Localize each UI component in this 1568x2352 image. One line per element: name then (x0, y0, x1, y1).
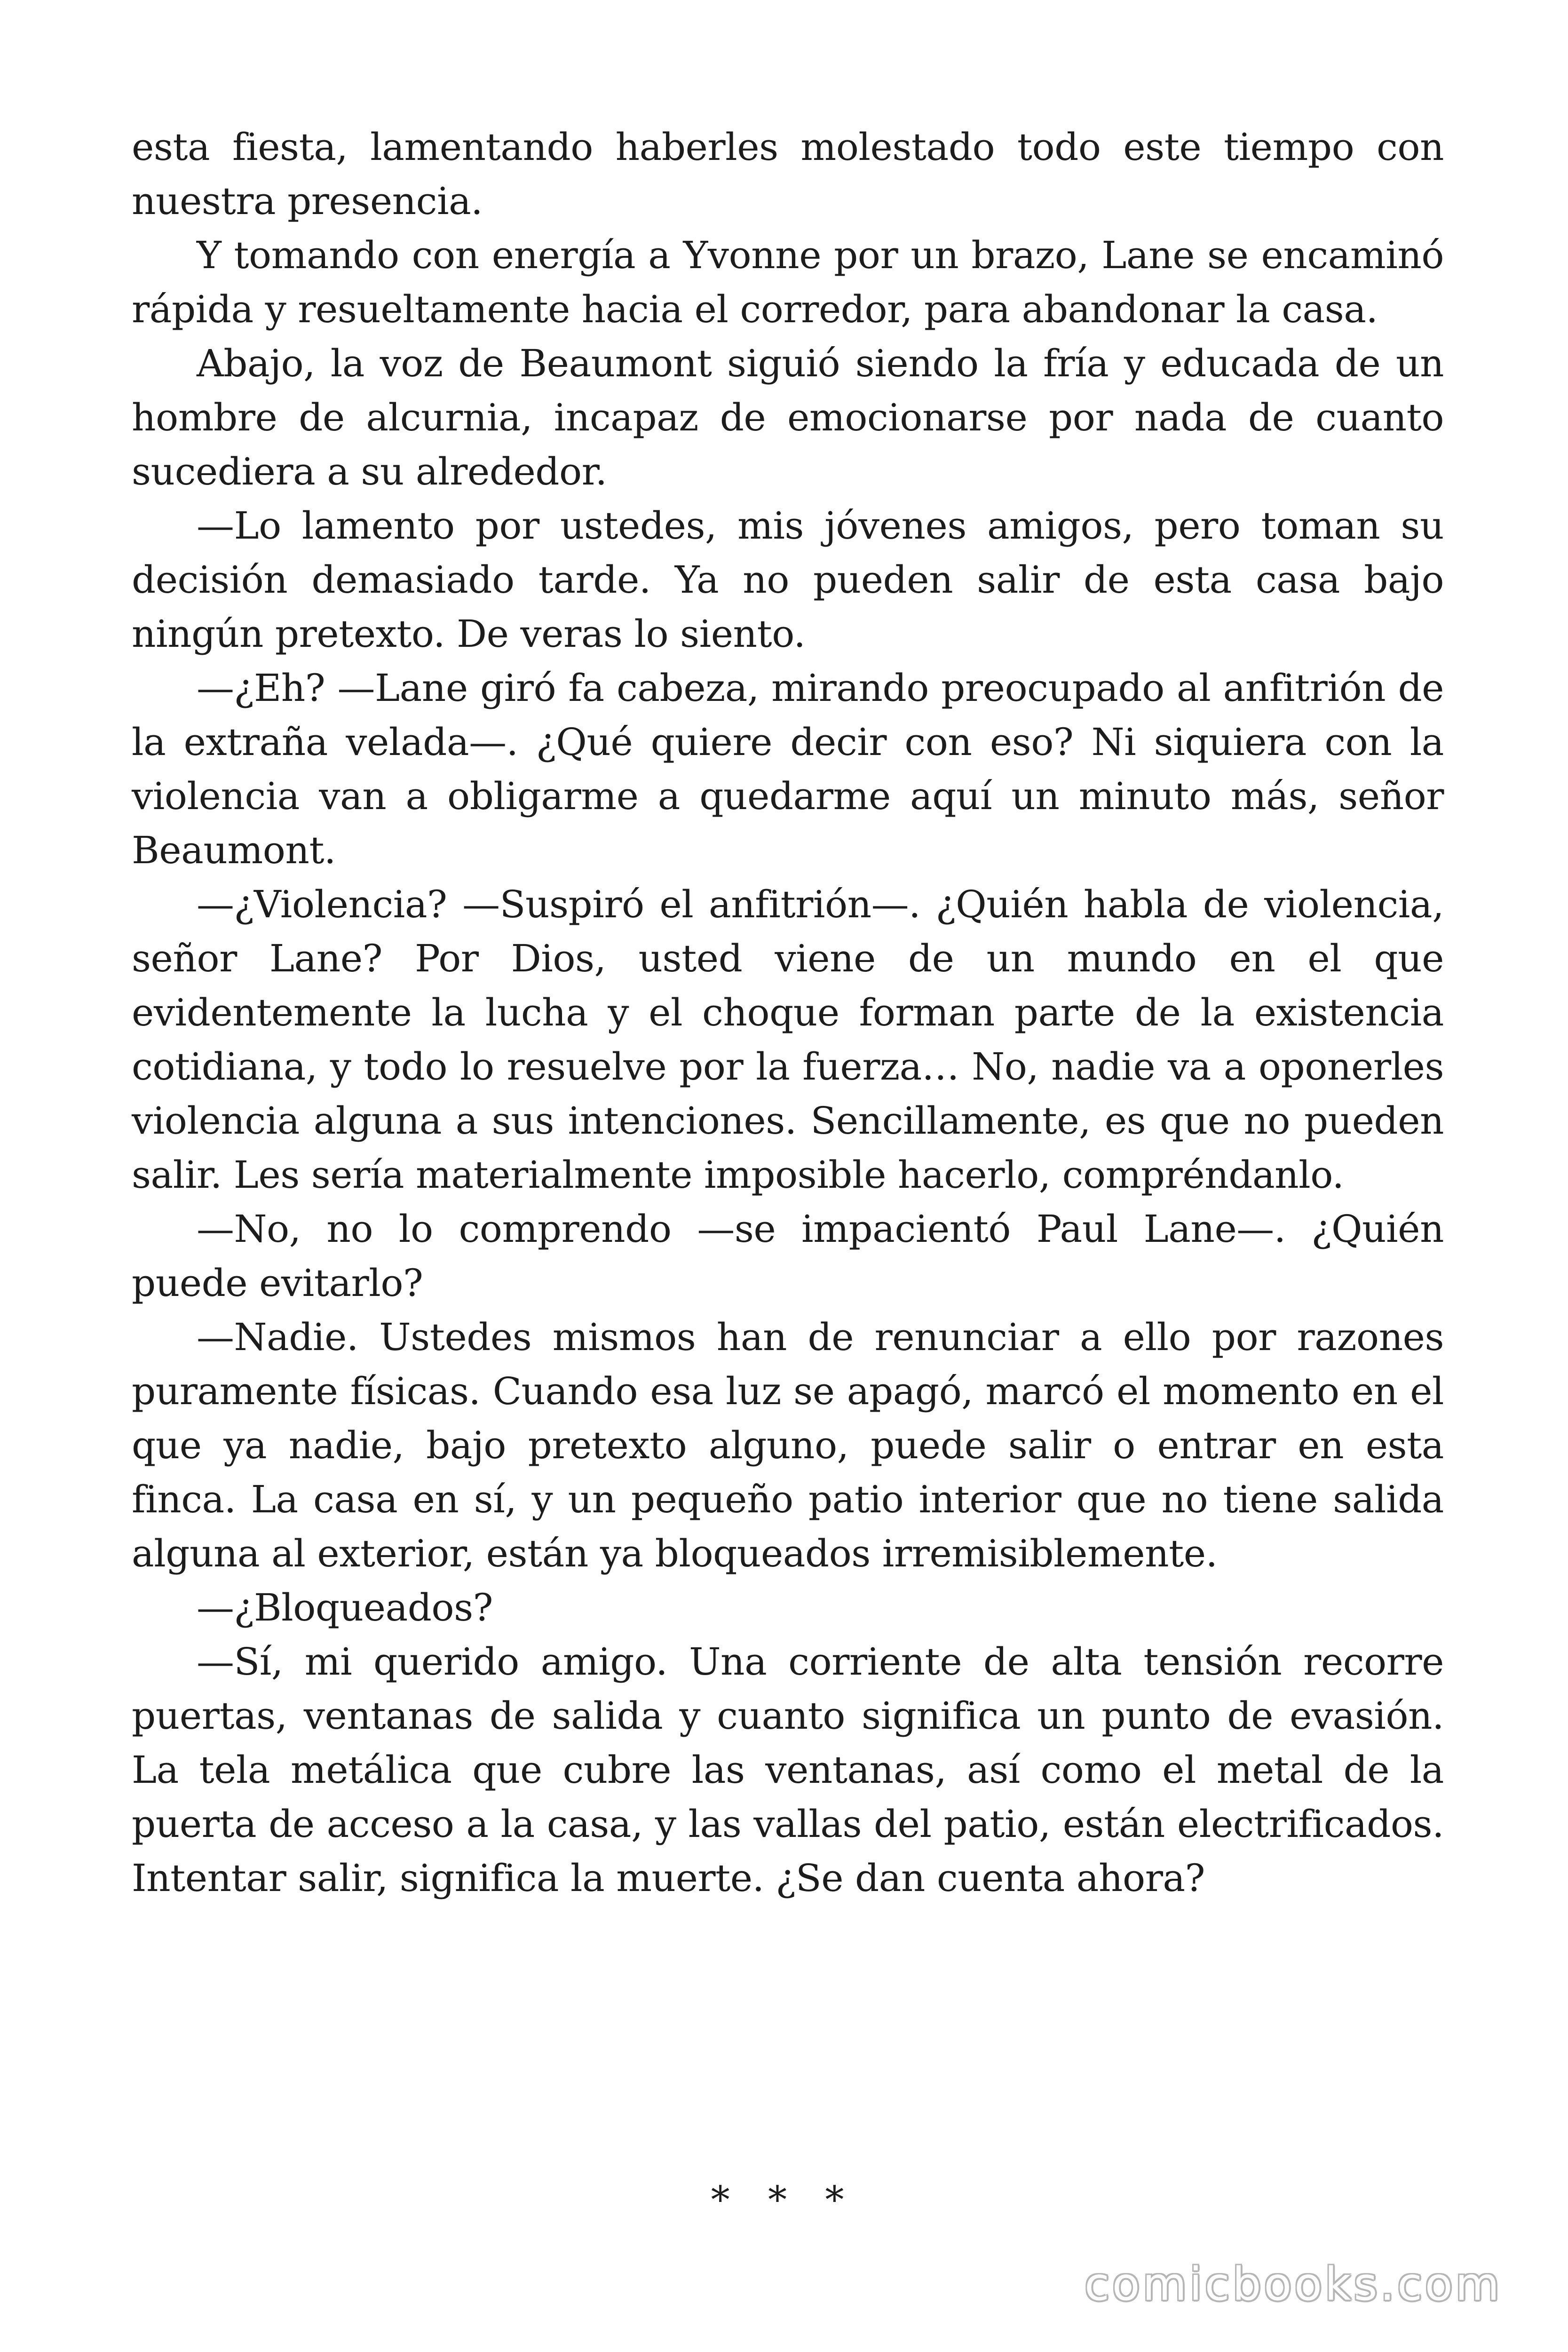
paragraph: —¿Violencia? —Suspiró el anfitrión—. ¿Quién habla de violencia, señor Lane? Por Dios, usted viene de un mundo en el que evidentemente la lucha y el choque forman parte de la existencia cotidiana, y todo lo resuelve por la fuerza… No, nadie va a oponerles violencia alguna a sus intenciones. Sencillamente, es que no pueden salir. Les sería materialmente imposible hacerlo, compréndanlo. (132, 882, 1444, 1197)
paragraph: —¿Eh? —Lane giró fa cabeza, mirando preocupado al anfitrión de la extraña velada—. ¿Qué quiere decir con eso? Ni siquiera con la violencia van a obligarme a quedarme aquí un minuto más, señor Beaumont. (132, 666, 1444, 872)
paragraph: —Nadie. Ustedes mismos han de renunciar a ello por razones puramente físicas. Cuando esa luz se apagó, marcó el momento en el que ya nadie, bajo pretexto alguno, puede salir o entrar en esta finca. La casa en sí, y un pequeño patio interior que no tiene salida alguna al exterior, están ya bloqueados irremisiblemente. (132, 1315, 1444, 1575)
scene-break: * * * (711, 2178, 857, 2222)
paragraph: Abajo, la voz de Beaumont siguió siendo la fría y educada de un hombre de alcurnia, incapaz de emocionarse por nada de cuanto sucediera a su alrededor. (132, 342, 1444, 493)
paragraph: —Sí, mi querido amigo. Una corriente de alta tensión recorre puertas, ventanas de salida y cuanto significa un punto de evasión. La tela metálica que cubre las ventanas, así como el metal de la puerta de acceso a la casa, y las vallas del patio, están electrificados. Intentar salir, significa la muerte. ¿Se dan cuenta ahora? (132, 1640, 1444, 1900)
watermark: comicbooks.com (1084, 2258, 1502, 2311)
body-text (132, 120, 1444, 1905)
paragraph: —Lo lamento por ustedes, mis jóvenes amigos, pero toman su decisión demasiado tarde. Ya no pueden salir de esta casa bajo ningún pretexto. De veras lo siento. (132, 504, 1444, 656)
paragraph: Y tomando con energía a Yvonne por un brazo, Lane se encaminó rápida y resueltamente hacia el corredor, para abandonar la casa. (132, 233, 1444, 331)
paragraph: —No, no lo comprendo —se impacientó Paul Lane—. ¿Quién puede evitarlo? (132, 1207, 1444, 1305)
paragraph: esta fiesta, lamentando haberles molestado todo este tiempo con nuestra presencia. (132, 125, 1444, 223)
paragraph: —¿Bloqueados? (197, 1586, 493, 1629)
